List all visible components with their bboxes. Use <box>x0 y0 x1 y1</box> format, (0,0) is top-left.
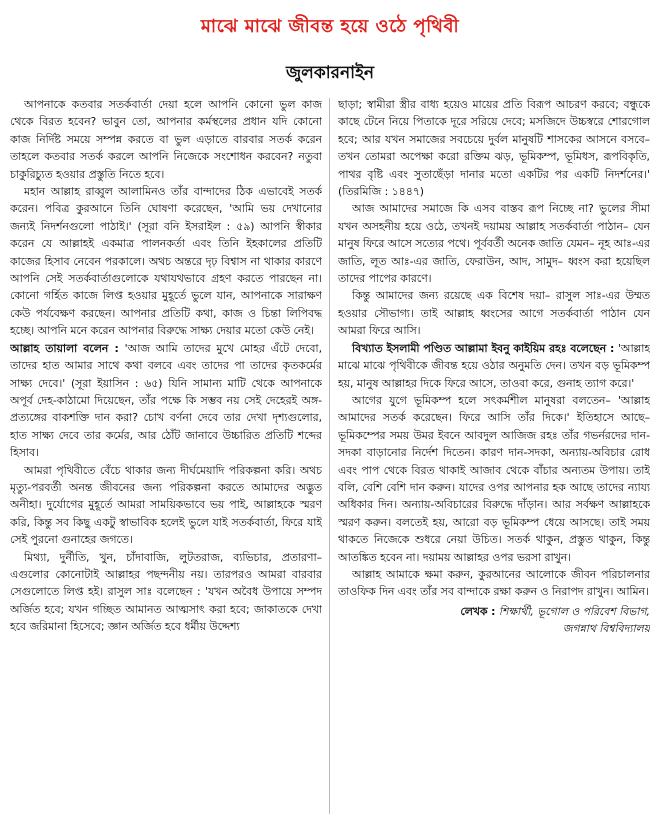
quote-text: 'আল্লাহ মাঝে মাঝে পৃথিবীকে জীবন্ত হয়ে ওঠার অনুমতি দেন। তখন বড় ভূমিকম্প হয়, মানুষ আল্লাহর দিকে ফিরে আসে, তাওবা করে, গুনাহ ত্যাগ করে।' <box>338 341 650 390</box>
paragraph: আপনাকে কতবার সতর্কবার্তা দেয়া হলে আপনি কোনো ভুল কাজ থেকে বিরত হবেন? ভাবুন তো, আপনার কর্মস্থলের প্রধান যদি কোনো কাজ নির্দিষ্ট সময়ে সম্পন্ন করতে বা ভুল এড়াতে বারবার সতর্ক করেন তাহলে কতবার সতর্ক করলে আপনি নিজেকে সংশোধন করবেন? নতুবা চাকুরিচ্যুত হওয়ার প্রস্তুতি নিতে হবে। <box>10 98 322 181</box>
paragraph: আজ আমাদের সমাজে কি এসব বাস্তব রূপ নিচ্ছে না? ভুলের সীমা যখন অসহনীয় হয়ে ওঠে, তখনই দয়াময় আল্লাহ সতর্কবার্তা পাঠান– যেন মানুষ ফিরে আসে সত্যের পথে। পূর্ববর্তী অনেক জাতি যেমন– নূহ আঃ-এর জাতি, লূত আঃ-এর জাতি, ফেরাউন, আদ, সামুদ– ধ্বংস করা হয়েছিল তাদের পাপের কারণে। <box>338 202 650 286</box>
right-column <box>338 96 650 816</box>
quote-lead: বিখ্যাত ইসলামী পণ্ডিত আল্লামা ইবনু কাইয়িম রহঃ বলেছেন : <box>352 341 615 355</box>
byline: জুলকারনাইন <box>285 63 375 83</box>
author-affiliation: শিক্ষার্থী, ভূগোল ও পরিবেশ বিভাগ, <box>495 604 650 618</box>
paragraph: ছাড়া; স্বামীরা স্ত্রীর বাধ্য হয়েও মায়ের প্রতি বিরূপ আচরণ করবে; বন্ধুকে কাছে টেনে নিয়ে পিতাকে দূরে সরিয়ে দেবে; মসজিদে উচ্চস্বরে শোরগোল হবে; আর যখন সমাজের সবচেয়ে দুর্বল মানুষটি শাসকের আসনে বসবে– তখন তোমরা অপেক্ষা করো রক্তিম ঝড়, ভূমিকম্প, ভূমিধস, রূপবিকৃতি, পাথর বৃষ্টি এবং সুতাছেঁড়া দানার মতো একটির পর একটি নিদর্শনের।' (তিরমিজি : ১৪৪৭) <box>338 98 650 199</box>
quote-lead: আল্লাহ তায়ালা বলেন : <box>10 341 119 355</box>
author-credit <box>338 603 650 638</box>
headline: মাঝে মাঝে জীবন্ত হয়ে ওঠে পৃথিবী <box>200 16 460 37</box>
paragraph: আল্লাহ আমাকে ক্ষমা করুন, কুরআনের আলোকে জীবন পরিচালনার তাওফিক দিন এবং তাঁর সব বান্দাকে রক্ষা করুন ও নিরাপদ রাখুন। আমিন। <box>338 567 650 599</box>
paragraph: মহান আল্লাহ রাব্বুল আলামিনও তাঁর বান্দাদের ঠিক এভাবেই সতর্ক করেন। পবিত্র কুরআনে তিনি ঘোষণা করেছেন, 'আমি ভয় দেখানোর জন্যই নিদর্শনগুলো পাঠাই।' (সূরা বনি ইসরাইল : ৫৯) আপনি স্বীকার করেন যে আল্লাহই একমাত্র পালনকর্তা এবং তিনি ইহকালের প্রতিটি কাজের হিসাব নেবেন পরকালে। অথচ অন্তরে দৃঢ় বিশ্বাস না থাকার কারণে আপনি সেই সতর্কবার্তাগুলোকে যথাযথভাবে গ্রহণ করতে পারছেন না। কোনো গর্হিত কাজে লিপ্ত হওয়ার মুহূর্তে ভুলে যান, আপনাকে সারাক্ষণ কেউ পর্যবেক্ষণ করছেন। আপনার প্রতিটি কথা, কাজ ও চিন্তা লিপিবদ্ধ হচ্ছে। আপনি মনে করেন আপনার বিরুদ্ধে সাক্ষ্য দেয়ার মতো কেউ নেই। <box>10 185 322 338</box>
author-university: জগন্নাথ বিশ্ববিদ্যালয় <box>562 622 650 636</box>
paragraph: আমরা পৃথিবীতে বেঁচে থাকার জন্য দীর্ঘমেয়াদি পরিকল্পনা করি। অথচ মৃত্যু-পরবর্তী অনন্ত জীবনের জন্য পরিকল্পনা করতে আমাদের অদ্ভুত অনীহা। দুর্যোগের মুহূর্তে আমরা সাময়িকভাবে ভয় পাই, আল্লাহকে স্মরণ করি, কিন্তু সব কিছু একটু স্বাভাবিক হলেই ভুলে যাই সতর্কবার্তা, ফিরে যাই সেই পুরনো গুনাহের জগতে। <box>10 463 322 547</box>
paragraph: কিন্তু আমাদের জন্য রয়েছে এক বিশেষ দয়া– রাসুল সাঃ-এর উম্মত হওয়ার সৌভাগ্য। তাই আল্লাহ ধ্বংসের আগে সতর্কবার্তা পাঠান যেন আমরা ফিরে আসি। <box>338 289 650 338</box>
paragraph <box>10 340 322 462</box>
column-divider <box>329 98 330 814</box>
paragraph: আগের যুগে ভূমিকম্প হলে সৎকর্মশীল মানুষরা বলতেন– 'আল্লাহ আমাদের সতর্ক করেছেন। ফিরে আসি তাঁর দিকে।' ইতিহাসে আছে– ভূমিকম্পের সময় উমর ইবনে আবদুল আজিজ রহঃ তাঁর গভর্নরদের দান-সদকা বাড়ানোর নির্দেশ দিতেন। কারণ দান-সদকা, অন্যায়-অবিচার রোধ এবং পাপ থেকে বিরত থাকাই আজাব থেকে বাঁচার অন্যতম উপায়। তাই বলি, বেশি বেশি দান করুন। যাদের ওপর আপনার হক আছে তাদের ন্যায্য অধিকার দিন। অন্যায়-অবিচারের বিরুদ্ধে দাঁড়ান। আর সর্বক্ষণ আল্লাহকে স্মরণ করুন। বলতেই হয়, আরো বড় ভূমিকম্প ধেয়ে আসছে। তাই সময় থাকতে নিজেকে শুধরে নেয়া উচিত। সতর্ক থাকুন, প্রস্তুত থাকুন, কিন্তু আতঙ্কিত হবেন না। দয়াময় আল্লাহর ওপর ভরসা রাখুন। <box>338 393 650 564</box>
left-column <box>10 96 322 816</box>
quote-text: 'আজ আমি তাদের মুখে মোহর এঁটে দেবো, তাদের হাত আমার সাথে কথা বলবে এবং তাদের পা তাদের কৃতকর্মের সাক্ষ্য দেবে।' (সূরা ইয়াসিন : ৬৫) যিনি সামান্য মাটি থেকে আপনাকে অপূর্ব দেহ-কাঠামো দিয়েছেন, তাঁর পক্ষে কি সম্ভব নয় সেই দেহেরই অঙ্গ-প্রত্যঙ্গের বাকশক্তি দান করা? চোখ বর্ণনা দেবে তার দেখা দৃশ্যগুলোর, হাত সাক্ষ্য দেবে তার কর্মের, আর ঠোঁট জানাবে উচ্চারিত প্রতিটি শব্দের হিসাব। <box>10 341 322 460</box>
paragraph: মিথ্যা, দুর্নীতি, খুন, চাঁদাবাজি, লুটতরাজ, ব্যভিচার, প্রতারণা– এগুলোর কোনোটাই আল্লাহর পছন্দনীয় নয়। তারপরও আমরা বারবার সেগুলোতে লিপ্ত হই। রাসুল সাঃ বলেছেন : 'যখন অবৈধ উপায়ে সম্পদ অর্জিত হবে; যখন গচ্ছিত আমানত আত্মসাৎ করা হবে; জাকাতকে দেখা হবে জরিমানা হিসেবে; জ্ঞান অর্জিত হবে ধর্মীয় উদ্দেশ্য <box>10 550 322 634</box>
author-label: লেখক : <box>460 604 496 618</box>
paragraph <box>338 340 650 392</box>
